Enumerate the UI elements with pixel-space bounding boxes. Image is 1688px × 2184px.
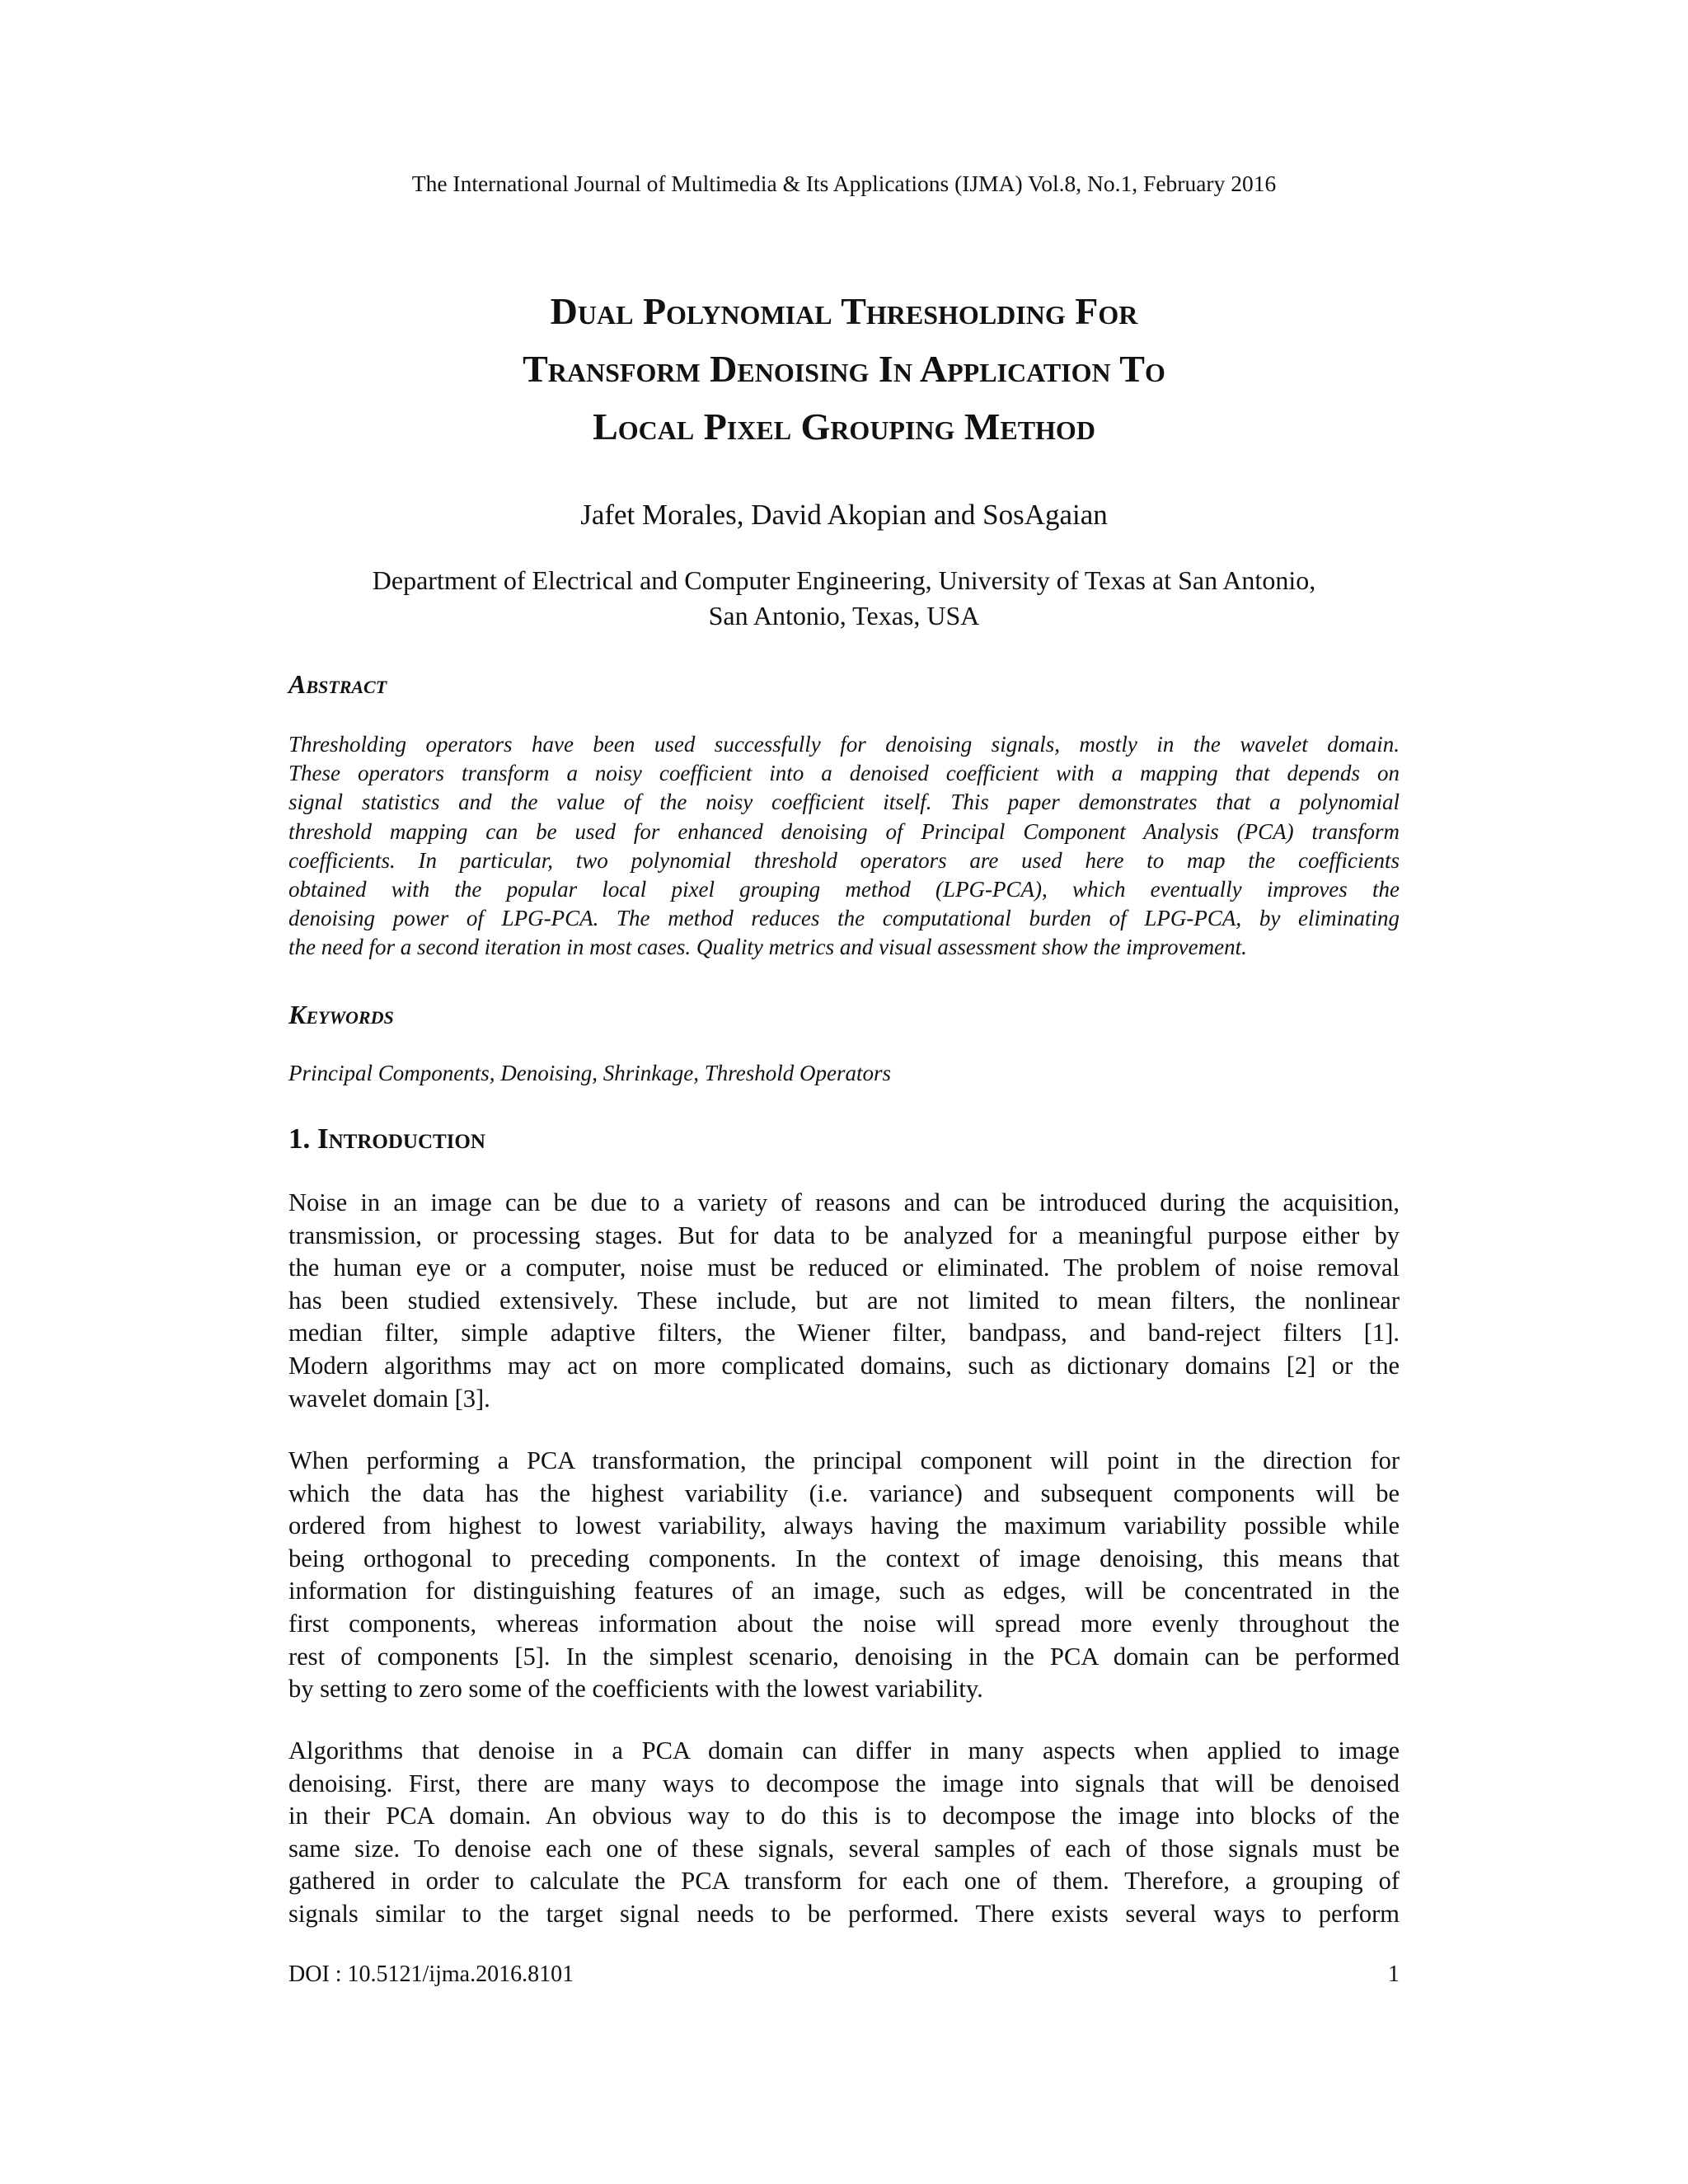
abstract-line: threshold mapping can be used for enhanced denoising of Principal Component Analysis (PCA) transform (288, 818, 1400, 844)
intro-paragraph-3 (288, 1735, 1400, 1931)
paragraph-line: in their PCA domain. An obvious way to do this is to decompose the image into blocks of the (288, 1802, 1400, 1830)
affiliation-line: Department of Electrical and Computer Engineering, University of Texas at San Antonio, (372, 565, 1316, 595)
abstract-line: coefficients. In particular, two polynomial threshold operators are used here to map the coefficients (288, 847, 1400, 873)
title-line: Transform Denoising In Application To (523, 348, 1165, 390)
doi-text: DOI : 10.5121/ijma.2016.8101 (288, 1961, 574, 1987)
paragraph-line: Algorithms that denoise in a PCA domain can differ in many aspects when applied to image (288, 1736, 1400, 1765)
page-footer (288, 1960, 1400, 1990)
affiliation-line: San Antonio, Texas, USA (708, 601, 980, 630)
abstract-line: obtained with the popular local pixel grouping method (LPG-PCA), which eventually improves the (288, 876, 1400, 902)
paragraph-line: first components, whereas information about the noise will spread more evenly throughout the (288, 1609, 1400, 1638)
paragraph-line: transmission, or processing stages. But for data to be analyzed for a meaningful purpose either by (288, 1221, 1400, 1249)
page-number: 1 (1388, 1961, 1400, 1987)
paragraph-line: Noise in an image can be due to a variety of reasons and can be introduced during the acquisition, (288, 1188, 1400, 1216)
paragraph-line: has been studied extensively. These include, but are not limited to mean filters, the nonlinear (288, 1286, 1400, 1315)
title-line: Local Pixel Grouping Method (593, 405, 1095, 448)
paragraph-line: wavelet domain [3]. (288, 1384, 490, 1413)
section-heading-introduction: 1. Introduction (288, 1122, 485, 1155)
paragraph-line: When performing a PCA transformation, the principal component will point in the direction for (288, 1446, 1400, 1474)
abstract-body (288, 730, 1400, 963)
journal-header: The International Journal of Multimedia & Its Applications (IJMA) Vol.8, No.1, February 2016 (411, 171, 1277, 196)
paragraph-line: which the data has the highest variability (i.e. variance) and subsequent components will be (288, 1479, 1400, 1507)
paragraph-line: denoising. First, there are many ways to decompose the image into signals that will be denoised (288, 1769, 1400, 1797)
paragraph-line: same size. To denoise each one of these signals, several samples of each of those signals must be (288, 1834, 1400, 1863)
abstract-heading: Abstract (288, 669, 387, 699)
paragraph-line: information for distinguishing features of an image, such as edges, will be concentrated in the (288, 1577, 1400, 1605)
keywords-list: Principal Components, Denoising, Shrinkage, Threshold Operators (288, 1061, 891, 1085)
paragraph-line: being orthogonal to preceding components. In the context of image denoising, this means that (288, 1544, 1400, 1572)
abstract-line: the need for a second iteration in most cases. Quality metrics and visual assessment show the improvement. (288, 935, 1247, 960)
intro-paragraph-1 (288, 1187, 1400, 1415)
paper-title (165, 283, 1523, 456)
keywords-heading: Keywords (288, 1000, 394, 1029)
abstract-line: Thresholding operators have been used successfully for denoising signals, mostly in the wavelet domain. (288, 732, 1400, 757)
paragraph-line: Modern algorithms may act on more complicated domains, such as dictionary domains [2] or the (288, 1351, 1400, 1380)
abstract-line: signal statistics and the value of the noisy coefficient itself. This paper demonstrates that a polynomial (288, 790, 1400, 815)
paragraph-line: by setting to zero some of the coefficients with the lowest variability. (288, 1675, 983, 1704)
paragraph-line: median filter, simple adaptive filters, the Wiener filter, bandpass, and band-reject filters [1]. (288, 1319, 1400, 1347)
affiliation (288, 563, 1400, 634)
intro-paragraph-2 (288, 1445, 1400, 1706)
title-line: Dual Polynomial Thresholding For (550, 290, 1138, 332)
author-list: Jafet Morales, David Akopian and SosAgaian (580, 499, 1108, 531)
paragraph-line: signals similar to the target signal needs to be performed. There exists several ways to perform (288, 1899, 1400, 1928)
paragraph-line: the human eye or a computer, noise must be reduced or eliminated. The problem of noise removal (288, 1254, 1400, 1282)
paragraph-line: ordered from highest to lowest variability, always having the maximum variability possible while (288, 1511, 1400, 1540)
abstract-line: These operators transform a noisy coefficient into a denoised coefficient with a mapping that depends on (288, 761, 1400, 786)
paragraph-line: rest of components [5]. In the simplest scenario, denoising in the PCA domain can be performed (288, 1642, 1400, 1671)
paragraph-line: gathered in order to calculate the PCA transform for each one of them. Therefore, a grouping of (288, 1867, 1400, 1896)
abstract-line: denoising power of LPG-PCA. The method reduces the computational burden of LPG-PCA, by eliminating (288, 906, 1400, 931)
